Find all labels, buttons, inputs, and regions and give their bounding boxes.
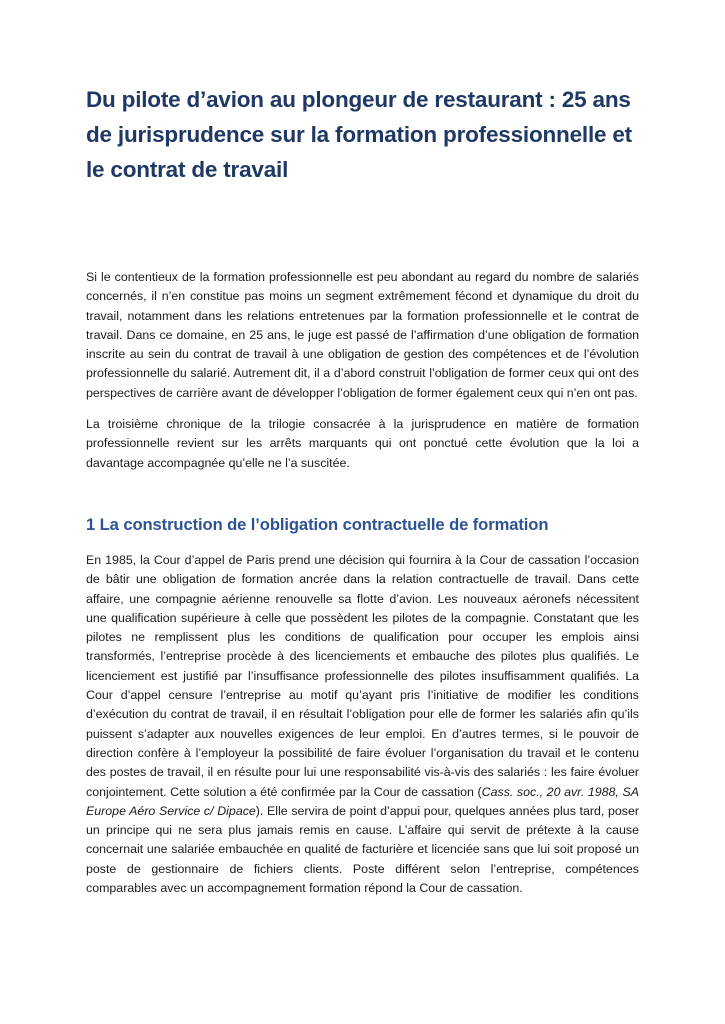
document-page [86,82,639,910]
intro-section [86,268,639,473]
section-1-paragraph [86,551,639,898]
section-1-text-before-citation: En 1985, la Cour d’appel de Paris prend une décision qui fournira à la Cour de cassation l’occasion de bâtir une obligation de formation ancrée dans la relation contractuelle de travail. Dans cette affaire, une compagnie aérienne renouvelle sa flotte d’avion. Les nouveaux aéronefs nécessitent une qualification supérieure à celle que possèdent les pilotes de la compagnie. Constatant que les pilotes ne remplissent plus les conditions de qualification pour occuper les emplois ainsi transformés, l’entreprise procède à des licenciements et embauche des pilotes plus qualifiés. Le licenciement est justifié par l’insuffisance professionnelle des pilotes insuffisamment qualifiés. La Cour d’appel censure l’entreprise au motif qu’ayant pris l’initiative de modifier les conditions d’exécution du contrat de travail, il en résultait l’obligation pour elle de former les salariés afin qu’ils puissent s’adapter aux nouvelles exigences de leur emploi. En d’autres termes, si le pouvoir de direction confère à l’employeur la possibilité de faire évoluer l’organisation du travail et le contenu des postes de travail, il en résulte pour lui une responsabilité vis-à-vis des salariés : les faire évoluer conjointement. Cette solution a été confirmée par la Cour de cassation ( [86,552,639,799]
case-citation: Cass. soc., 20 avr. 1988, SA Europe Aéro Service c/ Dipace [86,784,639,818]
section-1-text-after-citation: ). Elle servira de point d’appui pour, quelques années plus tard, poser un principe qui ne sera plus jamais remis en cause. L’affaire qui servit de prétexte à la cause concernait une salariée embauchée en qualité de facturière et licenciée sans que lui soit proposé un poste de gestionnaire de fichiers clients. Poste différent selon l’entreprise, compétences comparables avec un accompagnement formation répond la Cour de cassation. [86,803,639,896]
intro-paragraph-1: Si le contentieux de la formation professionnelle est peu abondant au regard du nombre de salariés concernés, il n’en constitue pas moins un segment extrêmement fécond et dynamique du droit du travail, notamment dans les relations entretenues par la formation professionnelle et le contrat de travail. Dans ce domaine, en 25 ans, le juge est passé de l’affirmation d’une obligation de formation inscrite au sein du contrat de travail à une obligation de gestion des compétences et de l’évolution professionnelle du salarié. Autrement dit, il a d’abord construit l’obligation de former ceux qui ont des perspectives de carrière avant de développer l’obligation de former également ceux qui n’en ont pas. [86,270,639,400]
section-1-heading: 1 La construction de l’obligation contractuelle de formation [86,514,549,534]
intro-paragraph-2: La troisième chronique de la trilogie consacrée à la jurisprudence en matière de formation professionnelle revient sur les arrêts marquants qui ont ponctué cette évolution que la loi a davantage accompagnée qu’elle ne l’a suscitée. [86,417,639,470]
document-title: Du pilote d’avion au plongeur de restaurant : 25 ans de jurisprudence sur la formation professionnelle et le contrat de travail [86,87,632,182]
